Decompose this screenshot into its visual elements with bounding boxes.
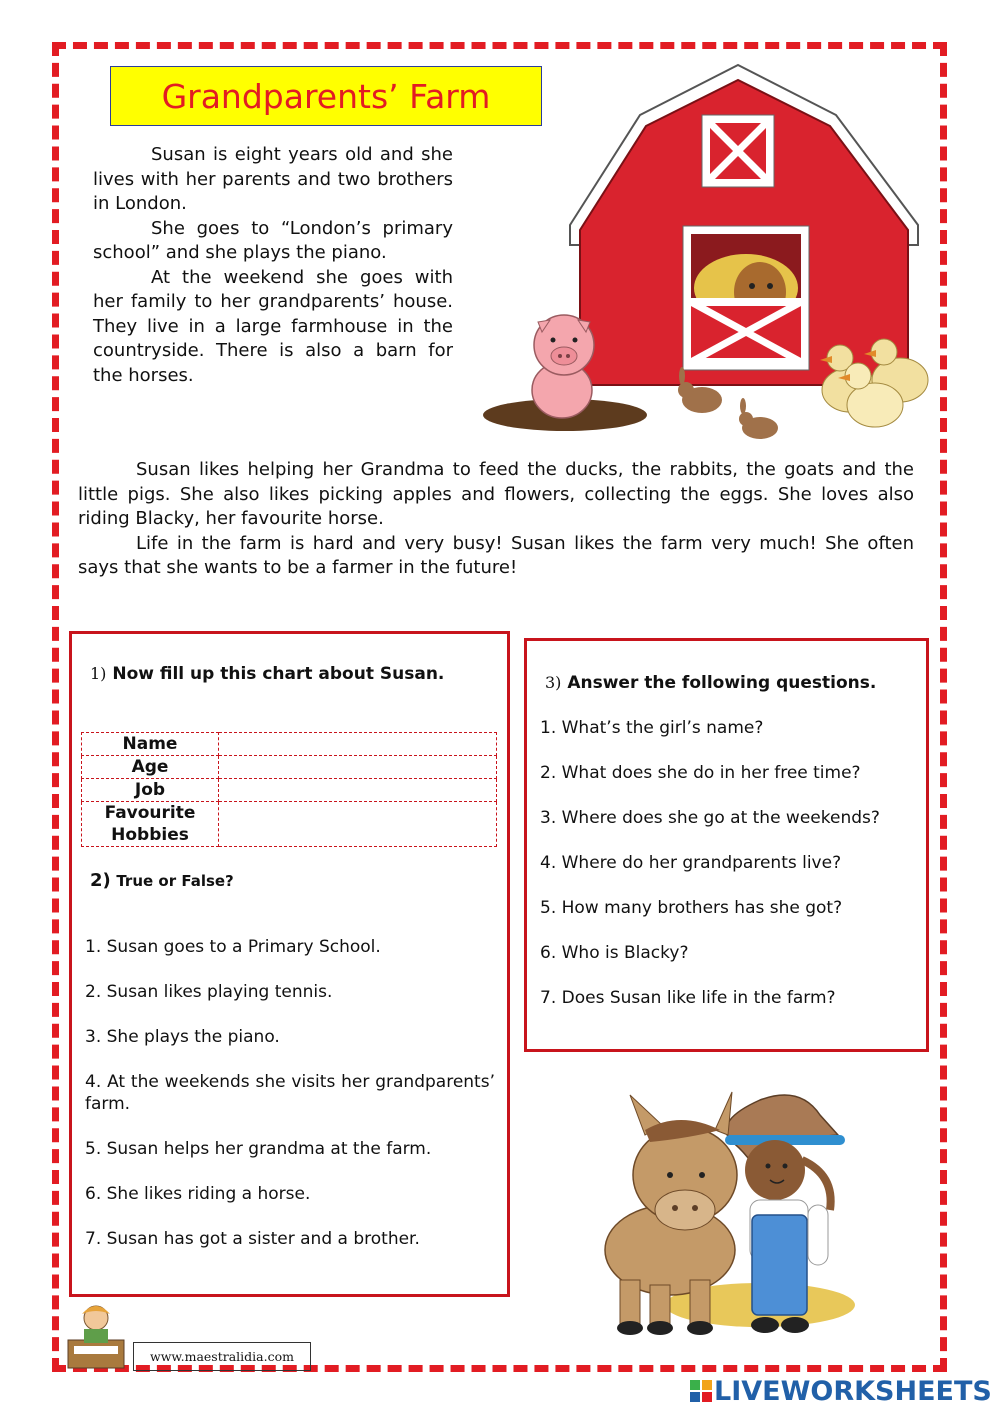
- chart-row: [82, 802, 497, 847]
- susan-chart: [81, 732, 497, 847]
- chart-label-name: Name: [82, 733, 219, 756]
- section2-heading: 2) True or False?: [90, 870, 234, 891]
- question-item[interactable]: 5. How many brothers has she got?: [540, 898, 843, 918]
- section3-heading: 3) Answer the following questions.: [545, 673, 877, 693]
- chart-answer-job[interactable]: [219, 779, 497, 802]
- true-false-item[interactable]: 4. At the weekends she visits her grandparents’ farm.: [85, 1072, 495, 1114]
- teacher-logo: [66, 1300, 126, 1370]
- brand-name: LIVEWORKSHEETS: [714, 1375, 992, 1407]
- chart-row: [82, 733, 497, 756]
- barn-illustration: [480, 60, 940, 450]
- question-item[interactable]: 1. What’s the girl’s name?: [540, 718, 764, 738]
- intro-text: [93, 143, 453, 388]
- section1-heading: 1) Now fill up this chart about Susan.: [90, 664, 445, 684]
- chart-answer-name[interactable]: [219, 733, 497, 756]
- story-text: [78, 458, 914, 581]
- farmer-girl-horse-illustration: [590, 1080, 870, 1350]
- true-false-item[interactable]: 3. She plays the piano.: [85, 1027, 280, 1047]
- question-item[interactable]: 6. Who is Blacky?: [540, 943, 689, 963]
- true-false-item[interactable]: 1. Susan goes to a Primary School.: [85, 937, 381, 957]
- true-false-item[interactable]: 6. She likes riding a horse.: [85, 1184, 311, 1204]
- question-item[interactable]: 4. Where do her grandparents live?: [540, 853, 842, 873]
- intro-paragraph: At the weekend she goes with her family to her grandparents’ house. They live in a large farmhouse in the countryside. There is also a barn for the horses.: [93, 266, 453, 386]
- question-item[interactable]: 3. Where does she go at the weekends?: [540, 808, 880, 828]
- page-title: Grandparents’ Farm: [161, 76, 491, 116]
- question-item[interactable]: 7. Does Susan like life in the farm?: [540, 988, 836, 1008]
- chart-answer-age[interactable]: [219, 756, 497, 779]
- true-false-item[interactable]: 7. Susan has got a sister and a brother.: [85, 1229, 420, 1249]
- story-paragraph: Susan likes helping her Grandma to feed the ducks, the rabbits, the goats and the little pigs. She also likes picking apples and flowers, collecting the eggs. She loves also riding Blacky, her favourite horse.: [78, 459, 914, 529]
- chart-answer-hobbies[interactable]: [219, 802, 497, 847]
- chart-row: [82, 779, 497, 802]
- liveworksheets-icon: [690, 1378, 714, 1404]
- title-banner: [110, 66, 542, 126]
- true-false-item[interactable]: 2. Susan likes playing tennis.: [85, 982, 333, 1002]
- intro-paragraph: She goes to “London’s primary school” and she plays the piano.: [93, 217, 453, 263]
- question-item[interactable]: 2. What does she do in her free time?: [540, 763, 861, 783]
- chart-label-hobbies: Favourite Hobbies: [82, 802, 219, 847]
- liveworksheets-logo: [690, 1376, 992, 1406]
- chart-label-job: Job: [82, 779, 219, 802]
- story-paragraph: Life in the farm is hard and very busy! Susan likes the farm very much! She often says that she wants to be a farmer in the future!: [78, 532, 914, 578]
- website-url: www.maestralidia.com: [133, 1342, 311, 1371]
- chart-label-age: Age: [82, 756, 219, 779]
- intro-paragraph: Susan is eight years old and she lives with her parents and two brothers in London.: [93, 144, 453, 214]
- chart-row: [82, 756, 497, 779]
- true-false-item[interactable]: 5. Susan helps her grandma at the farm.: [85, 1139, 432, 1159]
